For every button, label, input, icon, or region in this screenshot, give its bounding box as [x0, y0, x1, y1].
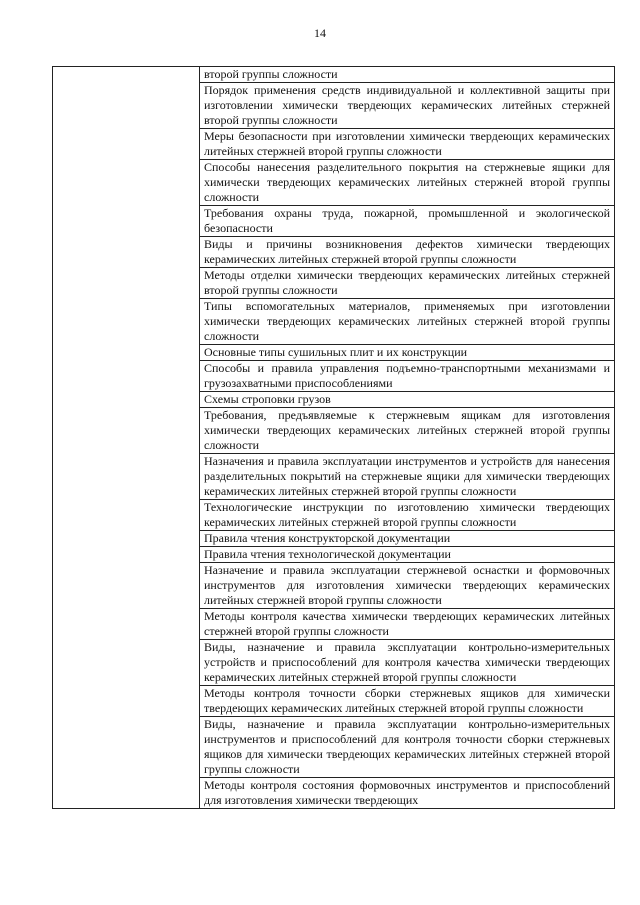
- list-item: Назначения и правила эксплуатации инструментов и устройств для нанесения разделительных покрытий на стержневые ящики для химически твердеющих керамических литейных стержней второй группы сложности: [200, 454, 614, 500]
- list-item: Технологические инструкции по изготовлению химически твердеющих керамических литейных стержней второй группы сложности: [200, 500, 614, 531]
- list-item: второй группы сложности: [200, 67, 614, 83]
- list-item: Меры безопасности при изготовлении химически твердеющих керамических литейных стержней второй группы сложности: [200, 129, 614, 160]
- page-number: 14: [314, 26, 326, 40]
- list-item: Способы и правила управления подъемно-транспортными механизмами и грузозахватными приспособлениями: [200, 361, 614, 392]
- list-item: Схемы строповки грузов: [200, 392, 614, 408]
- list-item: Типы вспомогательных материалов, применяемых при изготовлении химически твердеющих керамических литейных стержней второй группы сложности: [200, 299, 614, 345]
- list-item: Виды, назначение и правила эксплуатации контрольно-измерительных инструментов и приспособлений для контроля точности сборки стержневых ящиков для химически твердеющих керамических литейных стержней второй группы сложности: [200, 717, 614, 778]
- list-item: Требования охраны труда, пожарной, промышленной и экологической безопасности: [200, 206, 614, 237]
- list-item: Методы контроля состояния формовочных инструментов и приспособлений для изготовления химически твердеющих: [204, 778, 610, 807]
- table-row: [53, 67, 615, 809]
- list-item: Правила чтения конструкторской документации: [200, 531, 614, 547]
- list-item: Основные типы сушильных плит и их конструкции: [200, 345, 614, 361]
- list-item: Назначение и правила эксплуатации стержневой оснастки и формовочных инструментов для изготовления химически твердеющих керамических литейных стержней второй группы сложности: [200, 563, 614, 609]
- list-item: Методы отделки химически твердеющих керамических литейных стержней второй группы сложности: [200, 268, 614, 299]
- left-column-cell: [53, 67, 200, 809]
- list-item: Правила чтения технологической документации: [200, 547, 614, 563]
- requirements-table: [52, 66, 615, 809]
- list-item: Виды и причины возникновения дефектов химически твердеющих керамических литейных стержней второй группы сложности: [200, 237, 614, 268]
- list-item: Виды, назначение и правила эксплуатации контрольно-измерительных устройств и приспособлений для контроля качества химически твердеющих керамических литейных стержней второй группы сложности: [200, 640, 614, 686]
- list-item: Методы контроля точности сборки стержневых ящиков для химически твердеющих керамических литейных стержней второй группы сложности: [200, 686, 614, 717]
- right-column-cell: [200, 67, 615, 809]
- list-item: Порядок применения средств индивидуальной и коллективной защиты при изготовлении химически твердеющих керамических литейных стержней второй группы сложности: [200, 83, 614, 129]
- list-item: Требования, предъявляемые к стержневым ящикам для изготовления химически твердеющих керамических литейных стержней второй группы сложности: [200, 408, 614, 454]
- list-item: Методы контроля качества химически твердеющих керамических литейных стержней второй группы сложности: [200, 609, 614, 640]
- list-item: Способы нанесения разделительного покрытия на стержневые ящики для химически твердеющих керамических литейных стержней второй группы сложности: [200, 160, 614, 206]
